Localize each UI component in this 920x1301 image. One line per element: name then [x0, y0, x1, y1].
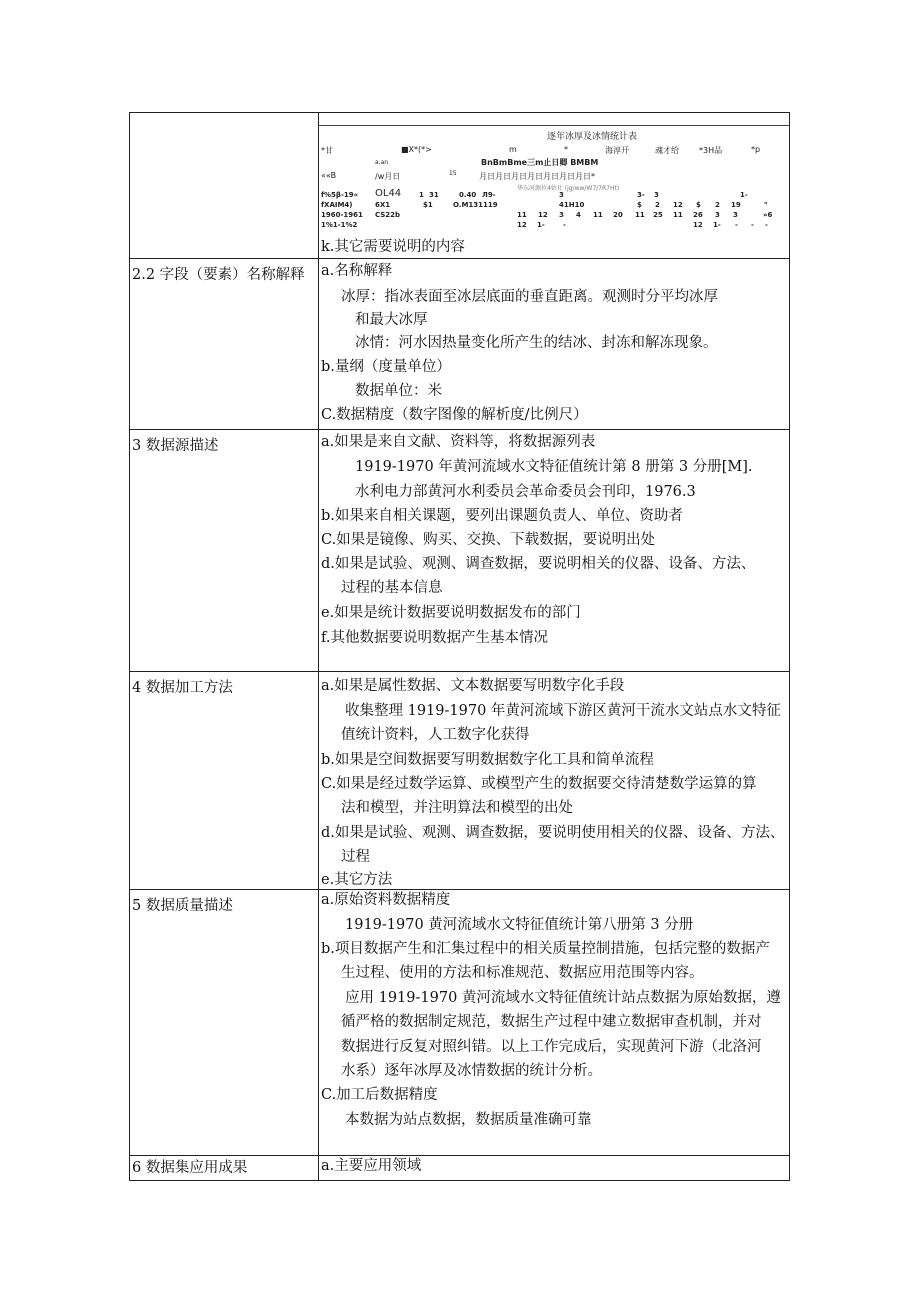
paragraph-line: 过程	[341, 849, 370, 865]
row5-label-cell	[130, 890, 319, 1155]
image-data-cell: 3	[559, 191, 564, 199]
image-data-cell: 3	[559, 211, 564, 219]
row3-label-cell	[130, 430, 319, 671]
image-data-cell: O.M131119	[453, 201, 498, 209]
image-data-cell: 26	[693, 211, 703, 219]
image-data-cell: -	[735, 221, 738, 229]
image-data-cell: 11	[673, 211, 683, 219]
image-data-cell: $	[637, 201, 642, 209]
image-header-cell: a.an	[375, 159, 389, 166]
paragraph-line: 1919-1970 年黄河流域水文特征值统计第 8 册第 3 分册[M].	[355, 459, 753, 475]
paragraph-line: 值统计资料，人工数字化获得	[341, 727, 530, 743]
item-b: b.项目数据产生和汇集过程中的相关质量控制措施，包括完整的数据产	[321, 941, 770, 957]
image-data-cell: "	[764, 201, 768, 209]
image-data-cell: 25	[653, 211, 663, 219]
row2-label-cell	[130, 259, 319, 429]
image-header-cell: BnBmBme三m止日卿 BMBM	[481, 158, 599, 167]
image-data-cell: OL44	[375, 188, 402, 199]
image-data-cell: 1%1-1%2	[321, 221, 358, 229]
row-label: 4 数据加工方法	[132, 680, 233, 696]
image-data-cell: f%5β-19«	[321, 191, 359, 199]
table-row-5	[130, 890, 789, 1156]
row3-content-cell	[319, 430, 789, 671]
image-data-cell: »6	[763, 211, 773, 219]
image-top-rule	[319, 125, 789, 126]
image-data-cell: 3	[654, 191, 659, 199]
item-b: b.如果是空间数据要写明数据数字化工具和简单流程	[321, 752, 654, 768]
image-data-cell: 11	[593, 211, 603, 219]
image-data-cell: Л9-	[482, 191, 496, 199]
row2-content-cell	[319, 259, 789, 429]
paragraph-line: 本数据为站点数据，数据质量准确可靠	[345, 1112, 592, 1128]
paragraph-line: 生过程、使用的方法和标准规范、数据应用范围等内容。	[341, 965, 704, 981]
item-a: a.如果是属性数据、文本数据要写明数字化手段	[321, 678, 625, 694]
image-data-cell: 1-	[537, 221, 545, 229]
image-data-cell: 1	[419, 191, 424, 199]
image-data-cell: 12	[538, 211, 548, 219]
row5-content-cell	[319, 890, 789, 1155]
row-label: 5 数据质量描述	[132, 898, 233, 914]
item-f: f.其他数据要说明数据产生基本情况	[321, 630, 548, 646]
table-row-2	[130, 259, 789, 430]
metadata-table	[129, 112, 790, 1181]
item-c: C.如果是镜像、购买、交换、下载数据，要说明出处	[321, 532, 656, 548]
paragraph-line: 循严格的数据制定规范，数据生产过程中建立数据审查机制，并对	[341, 1014, 762, 1030]
row6-label-cell	[130, 1156, 319, 1180]
image-data-cell: 19	[731, 201, 741, 209]
item-b: b.如果来自相关课题，要列出课题负责人、单位、资助者	[321, 508, 683, 524]
image-data-cell: 1960-1961	[321, 211, 363, 219]
item-e: e.其它方法	[321, 872, 393, 888]
image-data-cell: 3	[715, 211, 720, 219]
row6-content-cell	[319, 1156, 789, 1180]
image-data-cell: 12	[673, 201, 683, 209]
image-data-cell: 4	[576, 211, 581, 219]
image-data-cell: 31	[429, 191, 439, 199]
table-row-1	[130, 113, 789, 259]
embedded-table-image	[319, 125, 789, 239]
table-row-4	[130, 672, 789, 890]
image-data-cell: 1-	[713, 221, 721, 229]
paragraph-line: 1919-1970 黄河流域水文特征值统计第八册第 3 分册	[345, 917, 694, 933]
item-a: a.原始资料数据精度	[321, 892, 451, 908]
paragraph-line: 数据单位：米	[355, 383, 442, 399]
image-data-cell: $1	[423, 201, 433, 209]
image-data-cell: 20	[613, 211, 623, 219]
item-a: a.名称解释	[321, 263, 393, 279]
image-data-cell: CS22b	[375, 211, 401, 219]
image-header-cell: 海淳开	[605, 146, 629, 155]
item-d: d.如果是试验、观测、调查数据，要说明相关的仪器、设备、方法、	[321, 556, 756, 572]
image-header-cell: /w月日	[375, 172, 401, 181]
image-data-cell: 3-	[637, 191, 645, 199]
image-header-cell: *甘	[321, 146, 333, 155]
image-header-cell: m	[509, 145, 517, 154]
table-row-6	[130, 1156, 789, 1180]
image-data-cell: 1-	[740, 191, 748, 199]
row4-label-cell	[130, 672, 319, 889]
image-data-cell: 0.40	[459, 191, 477, 199]
item-c: C.数据精度（数字图像的解析度/比例尺）	[321, 407, 588, 423]
item-c: C.加工后数据精度	[321, 1087, 438, 1103]
image-data-cell: 41H10	[559, 201, 585, 209]
item-k: k.其它需要说明的内容	[321, 239, 465, 255]
image-data-cell: 3	[733, 211, 738, 219]
image-data-cell: $	[696, 201, 701, 209]
item-c: C.如果是经过数学运算、或模型产生的数据要交待清楚数学运算的算	[321, 776, 757, 792]
item-d: d.如果是试验、观测、调查数据，要说明使用相关的仪器、设备、方法、	[321, 825, 785, 841]
image-data-cell: -	[751, 221, 754, 229]
image-header-cell: 月日月日月日月日月日月日月日*	[479, 172, 595, 181]
image-data-cell: -	[563, 221, 566, 229]
row4-content-cell	[319, 672, 789, 889]
row-label: 2.2 字段（要素）名称解释	[132, 267, 305, 283]
image-data-cell: 11	[635, 211, 645, 219]
paragraph-line: 收集整理 1919-1970 年黄河流域下游区黄河干流水文站点水文特征	[345, 703, 781, 719]
paragraph-line: 法和模型，并注明算法和模型的出处	[341, 800, 573, 816]
image-data-cell: fXAIM4)	[321, 201, 353, 209]
image-header-cell: *3H品	[699, 146, 723, 155]
paragraph-line: 冰厚：指冰表面至冰层底面的垂直距离。观测时分平均冰厚	[341, 289, 718, 305]
image-data-cell: -	[765, 221, 768, 229]
item-b: b.量纲（度量单位）	[321, 359, 451, 375]
image-header-cell: ««B	[321, 171, 337, 180]
image-data-cell: 11	[517, 211, 527, 219]
row-label: 3 数据源描述	[132, 438, 219, 454]
item-a: a.主要应用领域	[321, 1158, 422, 1174]
item-e: e.如果是统计数据要说明数据发布的部门	[321, 605, 581, 621]
paragraph-line: 水系）逐年冰厚及冰情数据的统计分析。	[341, 1063, 602, 1079]
item-a: a.如果是来自文献、资料等，将数据源列表	[321, 434, 596, 450]
paragraph-line: 和最大冰厚	[355, 312, 428, 328]
paragraph-line: 数据进行反复对照纠错。以上工作完成后，实现黄河下游（北洛河	[341, 1039, 762, 1055]
row1-label-cell	[130, 113, 319, 258]
image-header-cell: ■X*(*>	[401, 145, 432, 154]
image-header-cell: 15	[449, 170, 457, 177]
paragraph-line: 应用 1919-1970 黄河流域水文特征值统计站点数据为原始数据，遵	[345, 990, 781, 1006]
image-header-cell: *	[564, 145, 568, 154]
row-label: 6 数据集应用成果	[132, 1160, 248, 1176]
image-data-cell: 2	[655, 201, 660, 209]
image-header-cell: 魂才给	[655, 146, 679, 155]
image-faint-text: 华东河源位4姑社 (jg/ww/W7/7R7Ht)	[517, 185, 620, 192]
paragraph-line: 过程的基本信息	[341, 580, 443, 596]
row1-content-cell	[319, 113, 789, 258]
paragraph-line: 冰情：河水因热量变化所产生的结冰、封冻和解冻现象。	[355, 335, 718, 351]
image-data-cell: 6X1	[375, 201, 391, 209]
paragraph-line: 水利电力部黄河水利委员会革命委员会刊印，1976.3	[355, 484, 696, 500]
image-data-cell: 12	[693, 221, 703, 229]
image-title: 逐年冰厚及冰情统计表	[547, 132, 638, 142]
table-row-3	[130, 430, 789, 672]
image-header-cell: *p	[751, 145, 761, 154]
image-data-cell: 12	[517, 221, 527, 229]
image-data-cell: 2	[715, 201, 720, 209]
